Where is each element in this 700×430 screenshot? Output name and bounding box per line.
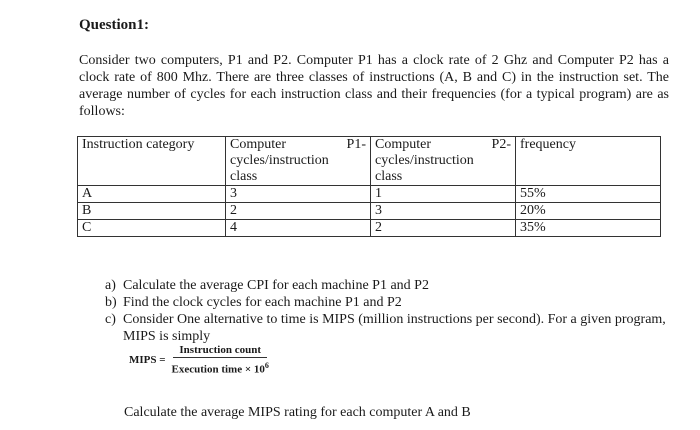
row-p2-cycles: 3 (371, 203, 516, 220)
formula-denominator (172, 358, 269, 376)
header-p2-unit: cycles/instruction class (375, 153, 474, 184)
header-p2-word: Computer (375, 137, 431, 152)
header-p1-unit: cycles/instruction class (230, 153, 329, 184)
table-row (78, 220, 661, 237)
row-p1-cycles: 2 (226, 203, 371, 220)
header-p2-label: P2- (491, 137, 511, 152)
formula-exponent: 6 (264, 361, 269, 370)
list-item-text: Consider One alternative to time is MIPS (million instructions per second). For a given program, MIPS is simply (123, 312, 666, 344)
header-instruction-category: Instruction category (78, 137, 226, 186)
row-category: B (78, 203, 226, 220)
row-p2-cycles: 1 (371, 186, 516, 203)
formula-lhs: MIPS = (129, 353, 166, 366)
formula-fraction (172, 344, 269, 376)
list-marker: b) (105, 295, 117, 310)
instruction-table (77, 136, 661, 237)
row-p2-cycles: 2 (371, 220, 516, 237)
row-frequency: 20% (516, 203, 661, 220)
list-marker: c) (105, 312, 116, 327)
table-row (78, 186, 661, 203)
list-item-text: Find the clock cycles for each machine P1 and P2 (123, 295, 402, 310)
row-frequency: 35% (516, 220, 661, 237)
header-frequency: frequency (516, 137, 661, 186)
list-item (105, 277, 680, 294)
list-item-text: Calculate the average CPI for each machine P1 and P2 (123, 278, 429, 293)
row-p1-cycles: 3 (226, 186, 371, 203)
final-question: Calculate the average MIPS rating for each computer A and B (124, 405, 471, 420)
formula-numerator: Instruction count (173, 344, 267, 358)
mips-formula (129, 344, 269, 376)
formula-denominator-text: Execution time × 10 (171, 363, 265, 376)
row-category: A (78, 186, 226, 203)
row-frequency: 55% (516, 186, 661, 203)
table-row (78, 203, 661, 220)
header-p2-cycles (371, 137, 516, 186)
table-header-row (78, 137, 661, 186)
row-category: C (78, 220, 226, 237)
header-p1-label: P1- (346, 137, 366, 152)
header-p1-cycles (226, 137, 371, 186)
question-list (105, 277, 680, 345)
question-title: Question1: (79, 17, 150, 33)
list-item (105, 294, 680, 311)
header-p1-word: Computer (230, 137, 286, 152)
list-item (105, 311, 680, 345)
list-marker: a) (105, 278, 116, 293)
row-p1-cycles: 4 (226, 220, 371, 237)
question-intro-paragraph: Consider two computers, P1 and P2. Computer P1 has a clock rate of 2 Ghz and Computer P2 has a clock rate of 800 Mhz. There are three classes of instructions (A, B and C) in the instruction set. The average number of cycles for each instruction class and their frequencies (for a typical program) are as follows: (79, 53, 669, 119)
